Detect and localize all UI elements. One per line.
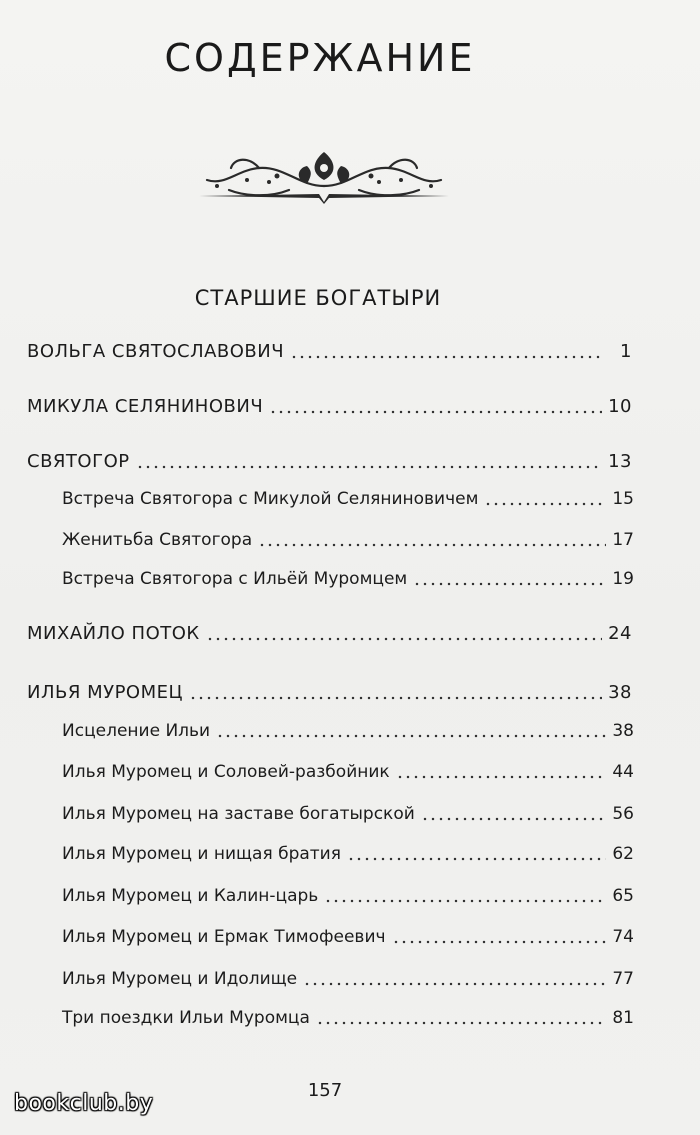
toc-entry-title: СВЯТОГОР bbox=[27, 451, 130, 472]
toc-entry-page: 1 bbox=[620, 341, 632, 362]
toc-entry bbox=[27, 447, 632, 475]
dot-leader bbox=[347, 857, 606, 861]
toc-entry-page: 56 bbox=[612, 804, 634, 824]
watermark-text: bookclub.by bbox=[14, 1091, 154, 1116]
toc-entry bbox=[62, 964, 634, 992]
toc-entry-title: Илья Муромец и Калин-царь bbox=[62, 886, 319, 906]
toc-entry bbox=[62, 839, 634, 867]
toc-entry-title: ИЛЬЯ МУРОМЕЦ bbox=[27, 682, 183, 703]
toc-entry-title: Встреча Святогора с Микулой Селяниновичем bbox=[62, 489, 479, 509]
toc-entry-page: 44 bbox=[612, 762, 634, 782]
toc-entry-page: 81 bbox=[612, 1008, 634, 1028]
toc-entry bbox=[62, 716, 634, 744]
page-heading: СОДЕРЖАНИЕ bbox=[164, 36, 476, 80]
toc-entry bbox=[62, 757, 634, 785]
toc-entry-title: Женитьба Святогора bbox=[62, 530, 253, 550]
dot-leader bbox=[413, 582, 606, 586]
toc-entry bbox=[62, 484, 634, 512]
toc-entry-page: 13 bbox=[608, 451, 632, 472]
toc-entry-title: Илья Муромец и Ермак Тимофеевич bbox=[62, 927, 386, 947]
toc-entry bbox=[27, 337, 632, 365]
toc-entry-title: Встреча Святогора с Ильёй Муромцем bbox=[62, 569, 408, 589]
toc-entry-title: Три поездки Ильи Муромца bbox=[62, 1008, 310, 1028]
toc-entry bbox=[62, 564, 634, 592]
toc-entry bbox=[27, 392, 632, 420]
floral-ornament-icon bbox=[189, 146, 459, 208]
dot-leader bbox=[421, 817, 606, 821]
toc-entry-title: МИКУЛА СЕЛЯНИНОВИЧ bbox=[27, 396, 264, 417]
toc-entry-page: 17 bbox=[612, 530, 634, 550]
toc-entry-page: 15 bbox=[612, 489, 634, 509]
dot-leader bbox=[136, 465, 603, 469]
dot-leader bbox=[324, 899, 606, 903]
section-title: СТАРШИЕ БОГАТЫРИ bbox=[194, 286, 442, 310]
toc-entry-page: 10 bbox=[608, 396, 632, 417]
dot-leader bbox=[484, 502, 606, 506]
toc-entry bbox=[62, 799, 634, 827]
toc-entry-title: Исцеление Ильи bbox=[62, 721, 211, 741]
dot-leader bbox=[303, 982, 606, 986]
toc-entry-page: 62 bbox=[612, 844, 634, 864]
dot-leader bbox=[316, 1021, 606, 1025]
page-number: 157 bbox=[307, 1080, 343, 1101]
toc-entry-title: Илья Муромец и Идолище bbox=[62, 969, 298, 989]
dot-leader bbox=[258, 543, 606, 547]
toc-entry-page: 38 bbox=[608, 682, 632, 703]
dot-leader bbox=[206, 637, 602, 641]
toc-entry-title: МИХАЙЛО ПОТОК bbox=[27, 623, 200, 644]
toc-entry-page: 65 bbox=[612, 886, 634, 906]
dot-leader bbox=[189, 696, 602, 700]
toc-entry bbox=[27, 678, 632, 706]
toc-entry bbox=[62, 922, 634, 950]
toc-entry-page: 19 bbox=[612, 569, 634, 589]
toc-entry-title: Илья Муромец на заставе богатырской bbox=[62, 804, 415, 824]
toc-entry bbox=[62, 1003, 634, 1031]
toc-entry bbox=[62, 881, 634, 909]
dot-leader bbox=[396, 775, 606, 779]
toc-entry bbox=[27, 619, 632, 647]
dot-leader bbox=[216, 734, 606, 738]
dot-leader bbox=[269, 410, 602, 414]
toc-entry-page: 38 bbox=[612, 721, 634, 741]
toc-entry-title: ВОЛЬГА СВЯТОСЛАВОВИЧ bbox=[27, 341, 285, 362]
toc-entry-page: 77 bbox=[612, 969, 634, 989]
toc-entry-title: Илья Муромец и Соловей-разбойник bbox=[62, 762, 390, 782]
toc-entry-page: 24 bbox=[608, 623, 632, 644]
dot-leader bbox=[392, 940, 606, 944]
toc-entry-page: 74 bbox=[612, 927, 634, 947]
dot-leader bbox=[290, 355, 604, 359]
toc-entry bbox=[62, 525, 634, 553]
toc-entry-title: Илья Муромец и нищая братия bbox=[62, 844, 341, 864]
